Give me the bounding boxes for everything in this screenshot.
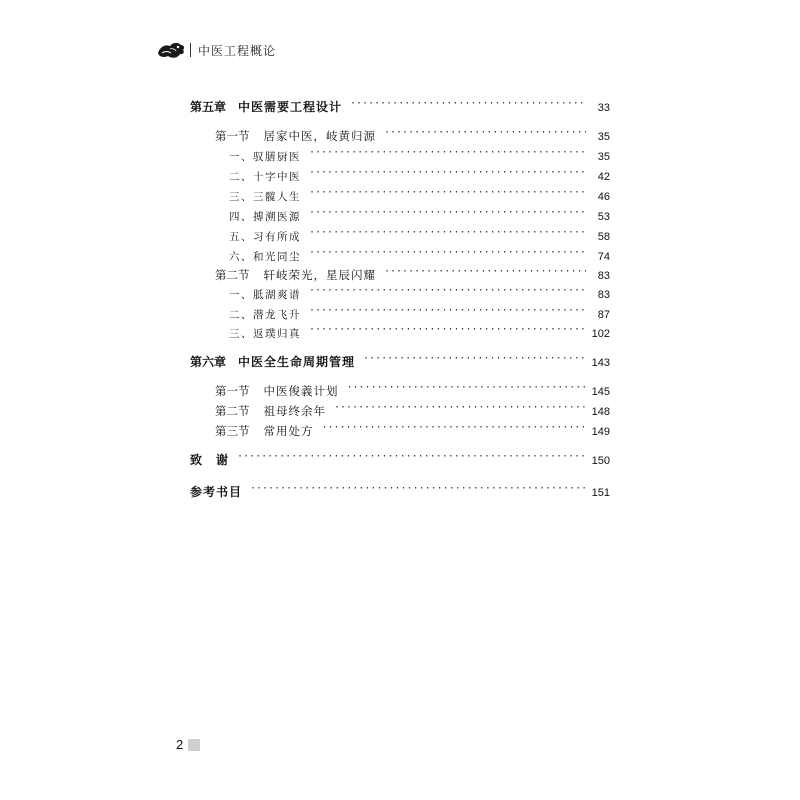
item-title: 一、驭膳厨医	[229, 151, 301, 163]
page-ref: 151	[591, 487, 610, 499]
toc-section[interactable]	[215, 126, 610, 144]
item-title: 五、习有所成	[229, 231, 301, 243]
page-ref: 102	[591, 328, 610, 340]
chapter-title: 中医全生命周期管理	[238, 355, 356, 369]
dot-leader	[347, 381, 587, 395]
section-number: 第三节	[215, 424, 250, 438]
dot-leader	[309, 284, 586, 298]
section-title: 居家中医，岐黄归源	[263, 129, 376, 143]
dot-leader	[309, 166, 586, 180]
dot-leader	[322, 421, 587, 435]
dot-leader	[334, 401, 586, 415]
toc-item[interactable]	[229, 246, 610, 264]
dot-leader	[237, 450, 586, 464]
section-number: 第二节	[215, 268, 250, 282]
dot-leader	[350, 97, 586, 111]
page-ref: 150	[591, 455, 610, 467]
item-title: 四、搏溯医源	[229, 211, 301, 223]
dragon-logo-icon	[156, 39, 186, 61]
chapter-number: 第六章	[190, 355, 227, 369]
page-ref: 87	[597, 309, 610, 321]
page-ref: 149	[591, 426, 610, 438]
page-ref: 83	[597, 270, 610, 282]
page-ref: 74	[597, 251, 610, 263]
section-title: 常用处方	[263, 424, 314, 438]
page-ref: 42	[597, 171, 610, 183]
toc-section[interactable]	[215, 401, 610, 419]
toc-item[interactable]	[229, 166, 610, 184]
toc-item[interactable]	[229, 206, 610, 224]
dot-leader	[309, 304, 586, 318]
item-title: 二、十字中医	[229, 171, 301, 183]
page-ref: 83	[597, 289, 610, 301]
page-ref: 35	[597, 131, 610, 143]
book-title: 中医工程概论	[198, 43, 277, 58]
dot-leader	[250, 482, 586, 496]
section-title: 祖母终余年	[263, 404, 326, 418]
section-number: 第二节	[215, 404, 250, 418]
chapter-title: 中医需要工程设计	[238, 100, 343, 114]
page-ref: 148	[591, 406, 610, 418]
toc-acknowledgements[interactable]	[190, 450, 610, 468]
section-number: 第一节	[215, 384, 250, 398]
page-ref: 143	[591, 357, 610, 369]
page-marker	[188, 739, 200, 751]
item-title: 三、返璞归真	[229, 328, 301, 340]
page-ref: 46	[597, 191, 610, 203]
section-title: 轩岐荣光，星辰闪耀	[263, 268, 376, 282]
page-ref: 35	[597, 151, 610, 163]
chapter-number: 第五章	[190, 100, 227, 114]
dot-leader	[309, 186, 586, 200]
item-title: 三、三髋人生	[229, 191, 301, 203]
page-ref: 58	[597, 231, 610, 243]
header-divider	[190, 43, 191, 57]
dot-leader	[309, 246, 586, 260]
page-footer	[176, 737, 200, 752]
section-title: 中医俊義计划	[263, 384, 339, 398]
dot-leader	[309, 206, 586, 220]
dot-leader	[309, 226, 586, 240]
item-title: 六、和光同尘	[229, 251, 301, 263]
toc-section[interactable]	[215, 265, 610, 283]
page-ref: 53	[597, 211, 610, 223]
toc-item[interactable]	[229, 146, 610, 164]
page-number: 2	[176, 737, 184, 752]
toc-section[interactable]	[215, 381, 610, 399]
toc-section[interactable]	[215, 421, 610, 439]
dot-leader	[309, 146, 586, 160]
toc-chapter-6[interactable]	[190, 352, 610, 370]
toc-item[interactable]	[229, 226, 610, 244]
toc-item[interactable]	[229, 304, 610, 322]
chapter-title: 参考书目	[190, 485, 243, 499]
toc-chapter-5[interactable]	[190, 97, 610, 115]
chapter-title: 致 谢	[190, 453, 230, 467]
toc-references[interactable]	[190, 482, 610, 500]
item-title: 二、潜龙飞升	[229, 309, 301, 321]
dot-leader	[309, 323, 586, 337]
section-number: 第一节	[215, 129, 250, 143]
dot-leader	[384, 265, 586, 279]
page-ref: 33	[597, 102, 610, 114]
toc-item[interactable]	[229, 323, 610, 341]
dot-leader	[363, 352, 586, 366]
running-header	[156, 38, 276, 62]
item-title: 一、胝湖爽谱	[229, 289, 301, 301]
toc-item[interactable]	[229, 186, 610, 204]
toc-item[interactable]	[229, 284, 610, 302]
dot-leader	[384, 126, 586, 140]
page-ref: 145	[591, 386, 610, 398]
